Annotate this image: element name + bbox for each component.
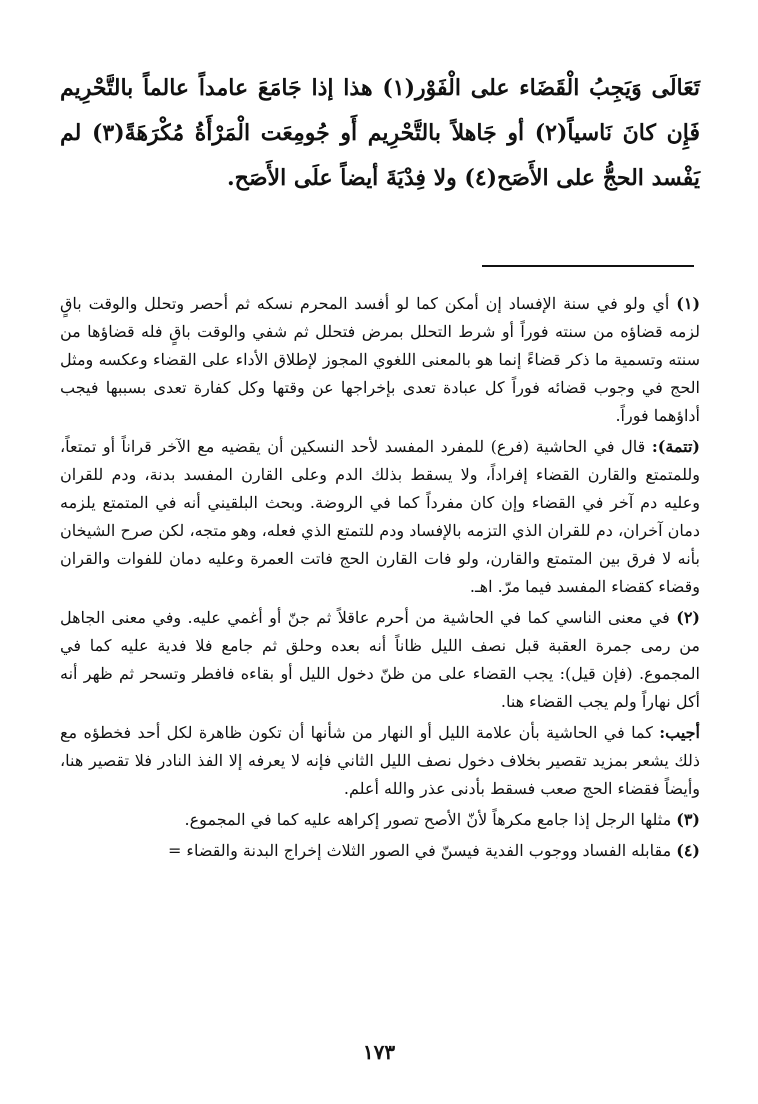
footnote-text: قال في الحاشية (فرع) للمفرد المفسد لأحد النسكين أن يقضيه مع الآخر قراناً أو تمتعاً، وللمتمتع والقارن القضاء إفراداً، ولا يسقط بذلك الدم وعلى القارن المفسد بدنة، ودم للقران وعليه دم آخر في القضاء وإن كان مفرداً كما في الروضة. وبحث البلقيني أنه في المتمتع يلزمه دمان آخران، دم للقران الذي التزمه بالإفساد ودم للتمتع الذي فعله، وهو متجه، لكن صرح الشيخان بأنه لا فرق بين المتمتع والقارن، ولو فات القارن الحج فاتت العمرة وعليه دمان للفوات والقران وقضاء كقضاء المفسد فيما مرّ. اهـ. — [60, 437, 701, 596]
footnote-4 — [60, 837, 700, 865]
footnote-number: (٢) — [676, 608, 700, 627]
footnote-3 — [60, 806, 700, 834]
footnote-text: مقابله الفساد ووجوب الفدية فيسنّ في الصور الثلاث إخراج البدنة والقضاء = — [167, 841, 672, 860]
footnote-number: (٤) — [676, 841, 700, 860]
footnote-lead: (تتمة): — [651, 437, 700, 456]
footnote-text: كما في الحاشية بأن علامة الليل أو النهار من شأنها أن تكون ظاهرة لكل أحد فخطؤه مع ذلك يشعر بمزيد تقصير بخلاف دخول نصف الليل الثاني فإنه لا يعرفه إلا الفذ النادر فلا تقصير هنا، وأيضاً فقضاء الحج صعب فسقط بأدنى عذر والله أعلم. — [60, 723, 700, 798]
footnote-divider — [482, 265, 694, 267]
footnote-2 — [60, 604, 700, 716]
footnote-number: (١) — [676, 294, 701, 313]
footnote-text: أي ولو في سنة الإفساد إن أمكن كما لو أفسد المحرم نسكه ثم أحصر وتحلل والوقت باقٍ لزمه قضاؤه من سنته فوراً أو شرط التحلل بمرض فتحلل ثم شفي والوقت باقٍ فله قضاؤها من سنته وتسمية ما ذكر قضاءً إنما هو بالمعنى اللغوي المجوز لإطلاق الأداء على القضاء وعكسه ومثل الحج في وجوب قضائه فوراً كل عبادة تعدى بإخراجها عن وقتها وكل كفارة تعدى بسببها فيجب أداؤهما فوراً. — [60, 294, 701, 425]
footnote-1 — [60, 290, 700, 430]
page-number: ١٧٣ — [362, 1040, 396, 1064]
main-paragraph: تَعَالَى وَيَجِبُ الْقَضَاء على الْفَوْر(١) هذا إذا جَامَعَ عامداً عالماً بالتَّحْرِيم فَإِن كانَ نَاسياً(٢) أو جَاهلاً بالتَّحْرِيم أَو جُومِعَت الْمَرْأَةُ مُكْرَهَةً(٣) لم يَفْسد الحجُّ على الأَصَح(٤) ولا فِدْيَةَ أيضاً علَى الأَصَح. — [60, 75, 700, 191]
footnote-supplement — [60, 433, 700, 601]
footnotes-section — [60, 290, 700, 868]
footnote-lead: أجيب: — [659, 723, 700, 742]
footnote-answer — [60, 719, 700, 803]
footnote-text: مثلها الرجل إذا جامع مكرهاً لأنّ الأصح تصور إكراهه عليه كما في المجموع. — [184, 810, 672, 829]
footnote-number: (٣) — [676, 810, 700, 829]
footnote-text: في معنى الناسي كما في الحاشية من أحرم عاقلاً ثم جنّ أو أغمي عليه. وفي معنى الجاهل من رمى جمرة العقبة قبل نصف الليل ظاناً أنه بعده وحلق ثم جامع فلا فدية عليه كما في المجموع. (فإن قيل): يجب القضاء على من ظنّ دخول الليل أو بقاءه فافطر وتسحر ثم ظهر أنه أكل نهاراً ولم يجب القضاء هنا. — [60, 608, 700, 711]
main-text-block — [60, 66, 700, 201]
